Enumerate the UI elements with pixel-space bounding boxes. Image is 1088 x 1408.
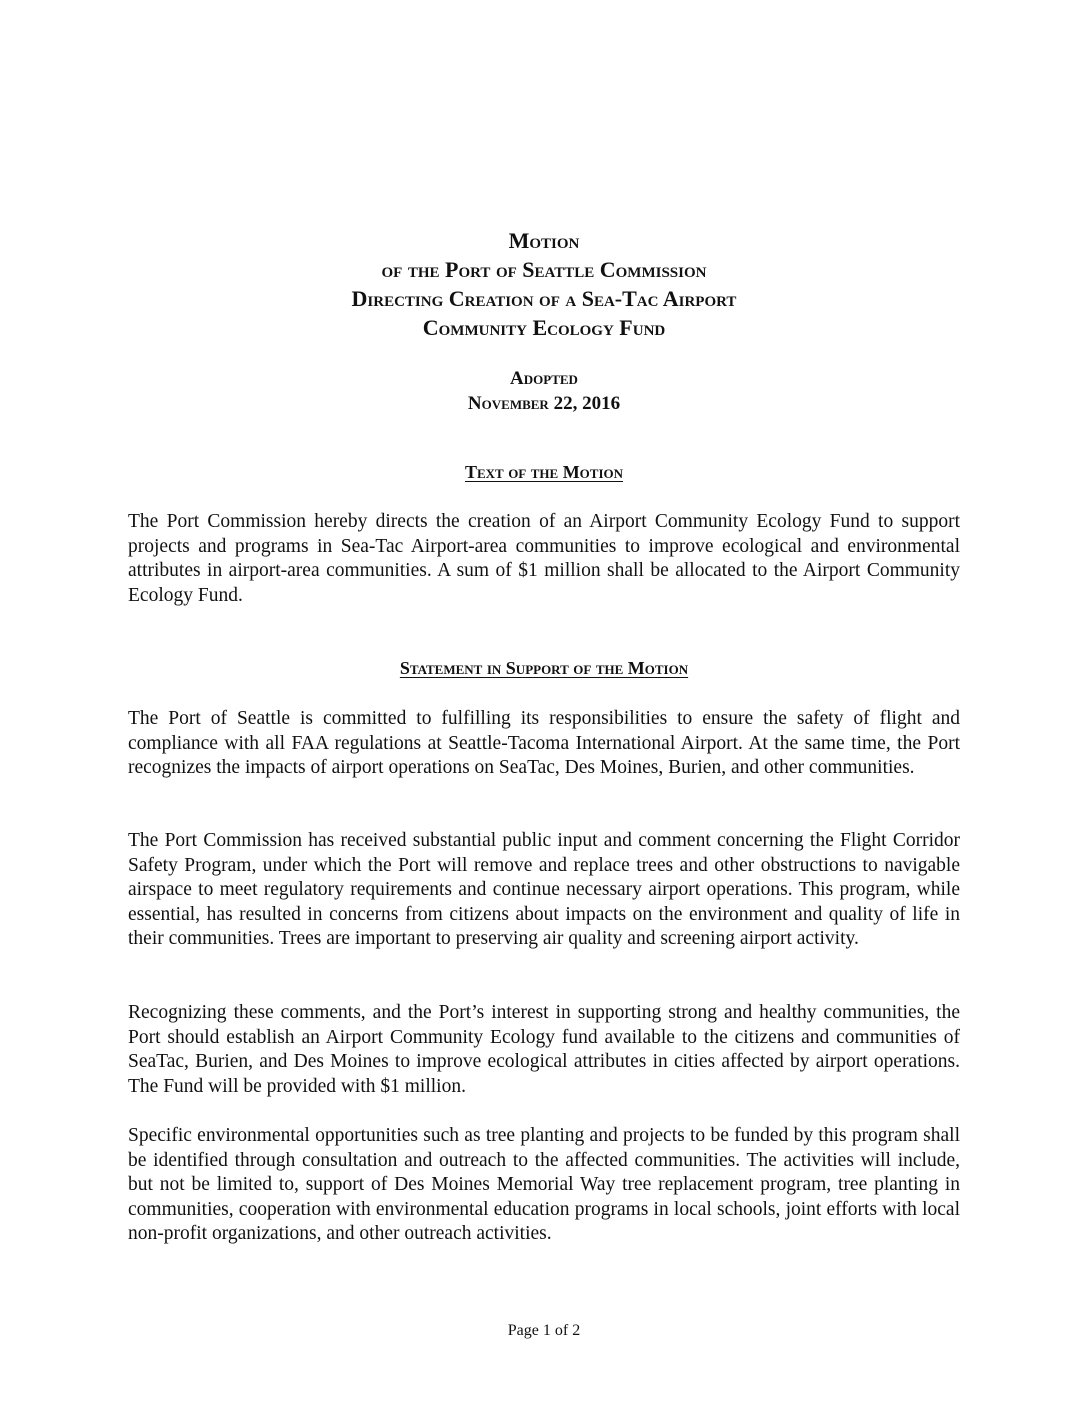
title-line: Directing Creation of a Sea-Tac Airport	[351, 286, 737, 311]
support-paragraph: The Port of Seattle is committed to fulfilling its responsibilities to ensure the safety of flight and compliance with all FAA regulations at Seattle-Tacoma International Airport. At the same time, the Port recognizes the impacts of airport operations on SeaTac, Des Moines, Burien, and other communities.	[128, 708, 960, 778]
section-heading-text-of-motion: Text of the Motion	[464, 462, 624, 482]
document-title	[0, 226, 1088, 342]
adoption-status: Adopted	[510, 368, 578, 389]
adoption-info	[0, 366, 1088, 416]
title-line: Motion	[508, 228, 580, 253]
support-paragraph: Specific environmental opportunities such as tree planting and projects to be funded by this program shall be identified through consultation and outreach to the affected communities. The activities will include, but not be limited to, support of Des Moines Memorial Way tree replacement program, tree planting in communities, cooperation with environmental education programs in local schools, joint efforts with local non-profit organizations, and other outreach activities.	[128, 1125, 960, 1244]
support-paragraph: Recognizing these comments, and the Port’s interest in supporting strong and healthy communities, the Port should establish an Airport Community Ecology fund available to the citizens and communities of SeaTac, Burien, and Des Moines to improve ecological attributes in cities affected by airport operations. The Fund will be provided with $1 million.	[128, 1002, 960, 1097]
page-number-footer: Page 1 of 2	[507, 1322, 581, 1339]
support-paragraph: The Port Commission has received substantial public input and comment concerning the Flight Corridor Safety Program, under which the Port will remove and replace trees and other obstructions to navigable airspace to meet regulatory requirements and continue necessary airport operations. This program, while essential, has resulted in concerns from citizens about impacts on the environment and quality of life in their communities. Trees are important to preserving air quality and screening airport activity.	[128, 830, 960, 949]
section-heading-statement-in-support: Statement in Support of the Motion	[399, 658, 689, 678]
title-line: Community Ecology Fund	[422, 315, 666, 340]
title-line: of the Port of Seattle Commission	[381, 257, 707, 282]
motion-text-paragraph: The Port Commission hereby directs the creation of an Airport Community Ecology Fund to support projects and programs in Sea-Tac Airport-area communities to improve ecological and environmental attributes in airport-area communities. A sum of $1 million shall be allocated to the Airport Community Ecology Fund.	[128, 511, 960, 606]
adoption-date: November 22, 2016	[467, 393, 621, 414]
